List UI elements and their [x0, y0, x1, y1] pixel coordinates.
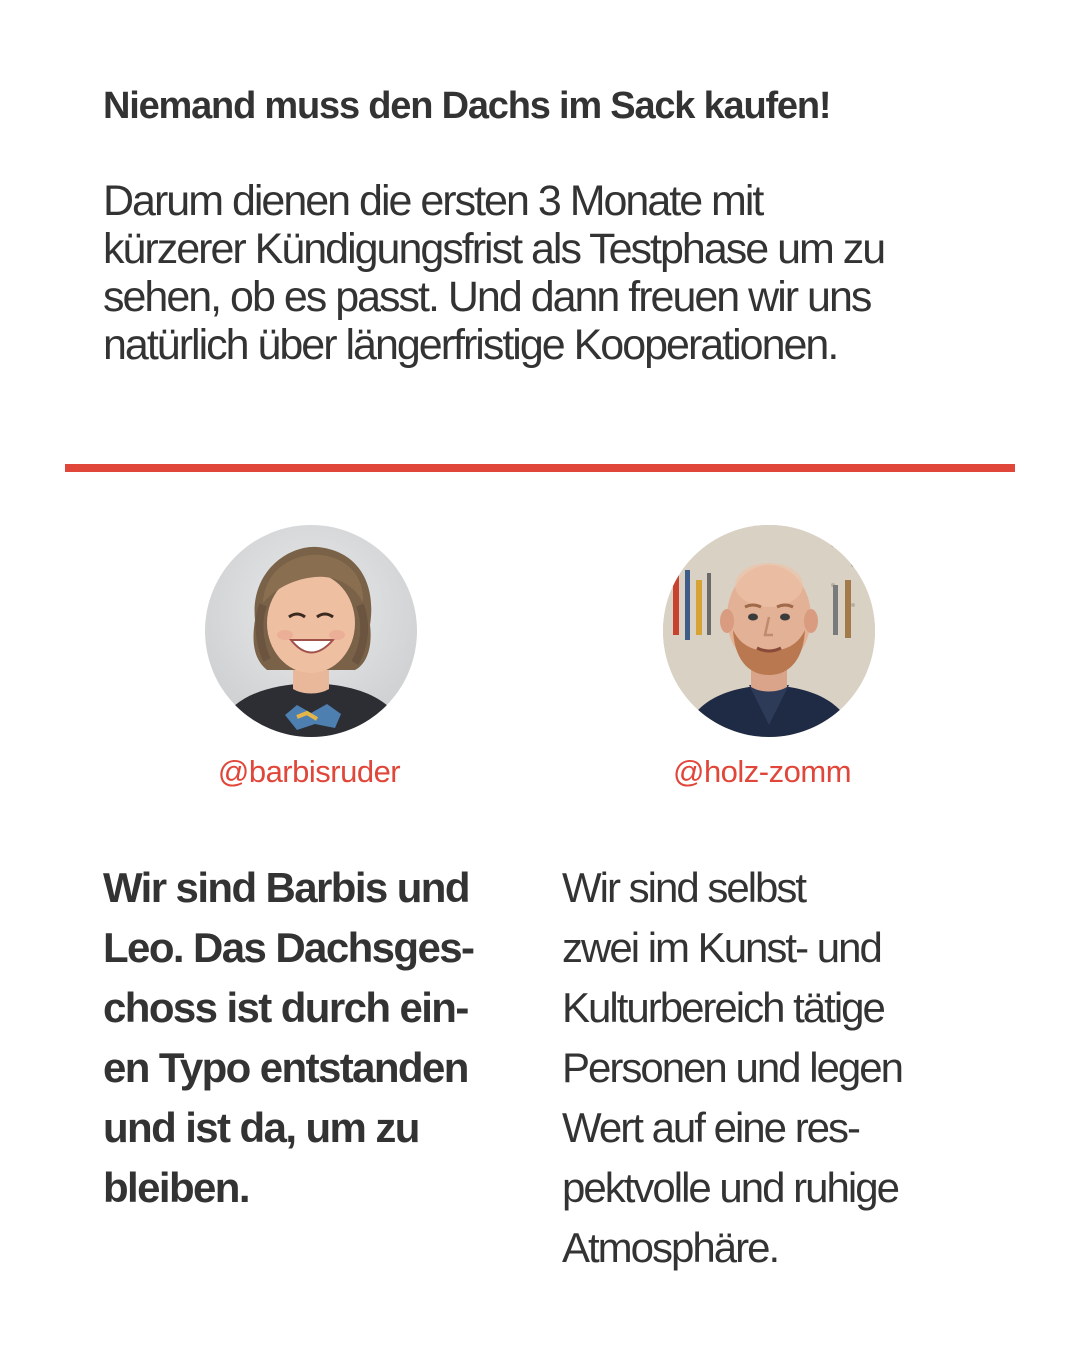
left-text-line: en Typo entstanden [103, 1044, 468, 1091]
left-text-line: und ist da, um zu [103, 1104, 419, 1151]
intro-line: kürzerer Kündigungsfrist als Testphase um zu [103, 225, 885, 273]
headline: Niemand muss den Dachs im Sack kaufen! [103, 85, 831, 127]
handle-link-holz-zomm[interactable]: @holz-zomm [672, 754, 852, 789]
right-text-line: Kulturbereich tätige [562, 984, 884, 1031]
divider [65, 464, 1015, 472]
portrait-photo-holz-zomm [663, 525, 875, 737]
right-text-line: pektvolle und ruhige [562, 1164, 898, 1211]
right-text-line: Wert auf eine res- [562, 1104, 860, 1151]
intro-line: natürlich über längerfristige Kooperationen. [103, 321, 838, 369]
intro-paragraph [103, 177, 983, 369]
right-text-line: Personen und legen [562, 1044, 902, 1091]
intro-line: sehen, ob es passt. Und dann freuen wir uns [103, 273, 871, 321]
left-text-line: Leo. Das Dachsges- [103, 924, 474, 971]
intro-text-right [562, 858, 982, 1278]
left-text-line: choss ist durch ein- [103, 984, 468, 1031]
handle-link-barbisruder[interactable]: @barbisruder [217, 754, 401, 789]
intro-line: Darum dienen die ersten 3 Monate mit [103, 177, 763, 225]
portrait-photo-barbis [205, 525, 417, 737]
left-text-line: bleiben. [103, 1164, 249, 1211]
right-text-line: zwei im Kunst- und [562, 924, 881, 971]
right-text-line: Wir sind selbst [562, 864, 806, 911]
avatar-barbisruder[interactable] [205, 525, 417, 737]
avatar-holz-zomm[interactable] [663, 525, 875, 737]
left-text-line: Wir sind Barbis und [103, 864, 469, 911]
right-text-line: Atmosphäre. [562, 1224, 779, 1271]
intro-text-left [103, 858, 533, 1218]
